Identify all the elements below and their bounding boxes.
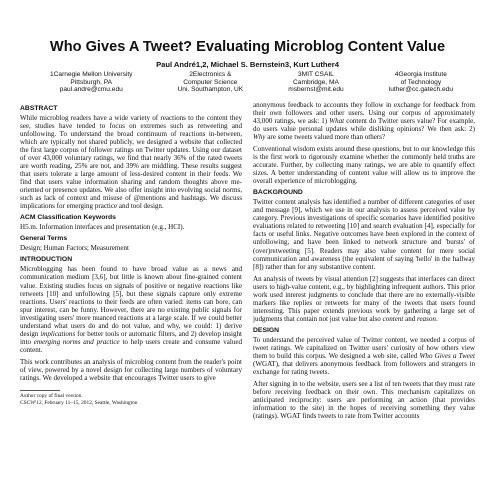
affiliation-cmu: [50, 71, 132, 94]
affiliation-mit: [288, 71, 343, 94]
text-run: .: [435, 314, 438, 323]
affiliation-line: Cambridge, MA: [293, 78, 339, 86]
background-paragraph: [253, 275, 475, 323]
affiliation-email: paul.andre@cmu.edu: [59, 86, 123, 94]
text-run: To understand the perceived value of Twitter content, we needed a corpus of tweet ratings. We capitalized on Twitter users' curiosity of how others view them to build this corpus. We designed a web site, called: [253, 335, 475, 361]
abstract-text: While microblog readers have a wide variety of reactions to the content they see, studies have tended to focus on extremes such as retweeting and unfollowing. To understand the broad continuum of reactions in-between, which are typically not shared publicly, we designed a website that collected the first large corpus of follower ratings on Twitter updates. Using our dataset of over 43,000 voluntary ratings, we find that nearly 36% of the rated tweets are worth reading, 25% are not, and 39% are middling. These results suggest that users tolerate a large amount of less-desired content in their feeds. We find that users value information sharing and random thoughts above me-oriented or presence updates. We also offer insight into evolving social norms, such as lack of context and misuse of @mentions and hashtags. We discuss implications for emerging practice and tool design.: [20, 113, 242, 211]
body-paragraph: Conventional wisdom exists around these questions, but to our knowledge this is the first work to rigorously examine whether the commonly held truths are accurate. Further, by collecting many ratings, we are able to quantify effect sizes. A better understanding of content value will allow us to improve the overall experience of microblogging.: [253, 145, 475, 186]
section-heading-abstract: ABSTRACT: [20, 104, 58, 112]
emphasis-run: What: [329, 116, 345, 125]
text-run: for better tools or automatic filters, and 2) develop insight into: [20, 329, 242, 346]
body-paragraph: [253, 101, 475, 141]
introduction-paragraph: This work contributes an analysis of microblog content from the reader's point of view, powered by a novel design for collecting large numbers of voluntary ratings. We developed a website that encourages Twitter users to give: [20, 357, 242, 383]
affiliation-line: Computer Science: [183, 78, 238, 86]
affiliation-line: 1Carnegie Mellon University: [50, 71, 133, 78]
author-line: Paul André1,2, Michael S. Bernstein3, Kurt Luther4: [156, 60, 339, 69]
two-column-body: [20, 101, 475, 425]
affiliation-line: 2Electronics &: [189, 71, 232, 78]
affiliation-line: Uni. Southampton, UK: [177, 86, 244, 94]
footnote-venue: CSCW'12, February 11–15, 2012, Seattle, Washington: [20, 399, 138, 406]
emphasis-run: content: [382, 314, 404, 323]
emphasis-run: implications: [40, 329, 76, 338]
affiliation-block: [20, 71, 475, 94]
section-heading-acm: ACM Classification Keywords: [20, 214, 116, 222]
acm-classification-text: H5.m. Information interfaces and presentation (e.g., HCI).: [20, 223, 185, 232]
emphasis-run: reason: [417, 314, 436, 323]
text-run: (WGAT), that delivers anonymous feedback from followers and strangers in exchange for rating tweets.: [253, 360, 475, 377]
footnote-divider: [20, 390, 60, 391]
affiliation-line: Pittsburgh, PA: [70, 78, 113, 86]
footnote-copy: Author copy of final version.: [20, 393, 83, 400]
affiliation-gatech: [389, 71, 453, 94]
affiliation-line: of Technology: [400, 78, 442, 86]
left-column: [20, 101, 242, 425]
text-run: and: [403, 314, 418, 323]
section-heading-design: DESIGN: [253, 326, 280, 334]
emphasis-run: emerging norms and practice: [33, 337, 120, 346]
text-run: anonymous feedback to accounts they follow in exchange for feedback from their own followers and other users. Using our corpus of approximately 43,000 ratings, we ask: 1): [253, 100, 475, 125]
text-run: An analysis of tweets by visual attention [2] suggests that interfaces can direct users to high-value content, e.g., by highlighting infrequent authors. This prior work used interest judgments to conclude that there are no externally-visible markers like replies or retweets for many of the tweets that users found interesting. This paper extends previous work by gathering a large set of judgments that contain not just value but also: [253, 274, 475, 323]
paper-title: Who Gives A Tweet? Evaluating Microblog Content Value: [49, 39, 446, 55]
text-run: Microblogging has been found to have broad value as a news and communication medium [3,6], but little is known about fine-grained content value. Existing studies focus on signals of positive or negative reactions like retweets [10] and unfollowing [5], but these signals capture only extreme reactions. Users' reactions to their feeds are often varied: items can bore, can spur interest, can be funny. However, there are no existing public signals for investigating users' more nuanced reactions at a large scale. If we could better understand what users do and do not value, and why, we could: 1) derive design: [20, 265, 242, 338]
affiliation-email: luther@cc.gatech.edu: [388, 86, 453, 94]
section-heading-introduction: INTRODUCTION: [20, 256, 73, 264]
text-run: to help users create and consume valued content.: [20, 337, 242, 354]
affiliation-southampton: [178, 71, 244, 94]
emphasis-run: Why: [253, 132, 266, 141]
section-heading-general-terms: General Terms: [20, 235, 68, 243]
text-run: are some tweets valued more than others?: [265, 132, 386, 141]
section-heading-background: BACKGROUND: [253, 189, 303, 197]
emphasis-run: Who Gives a Tweet: [419, 352, 475, 361]
design-paragraph: After signing in to the website, users see a list of ten tweets that they must rate before receiving feedback on their own. This mechanism capitalizes on anticipated reciprocity: users are performing an action (that provides information to the site) in the hopes of receiving something they value (ratings). WGAT finds tweets to rate from Twitter accounts: [253, 380, 475, 421]
affiliation-line: 3MIT CSAIL: [298, 71, 334, 78]
text-run: content do Twitter users value? For example, do users value personal updates while disliking opinions? We then ask: 2): [253, 116, 475, 133]
affiliation-email: msbernst@mit.edu: [288, 86, 344, 94]
right-column: [253, 101, 475, 425]
footnote-block: [20, 390, 242, 406]
introduction-paragraph: [20, 265, 242, 354]
general-terms-text: Design; Human Factors; Measurement: [20, 244, 130, 253]
design-paragraph: [253, 336, 475, 376]
affiliation-line: 4Georgia Institute: [394, 71, 447, 78]
background-paragraph: Twitter content analysis has identified a number of different categories of user and message [9], which we use in our analysis to assess perceived value by category. Previous investigations of specific scenarios have identified positive evaluations related to retweeting [10] and search evaluation [4], especially for facts or useful links. Negative outcomes have been explored in the context of unfollowing, and have been linked to network structure and 'bursts' of (over)retweeting [5]. Readers may also value content for mere social communication and awareness (the equivalent of saying 'hello' in the hallway [8]) rather than for any substantive content.: [253, 198, 475, 271]
